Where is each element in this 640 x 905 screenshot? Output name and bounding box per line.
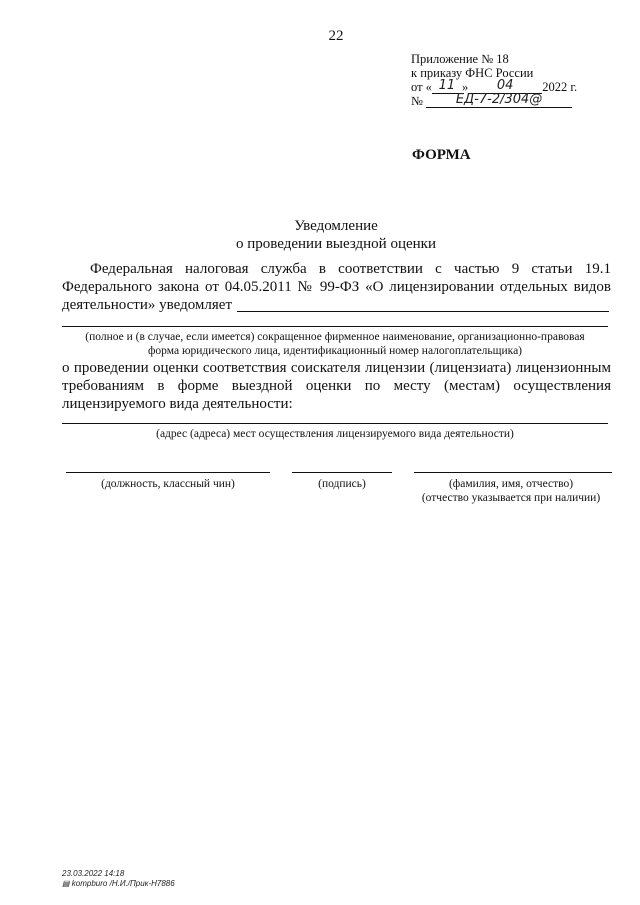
date-mid: » (461, 80, 469, 94)
org-name-line (62, 326, 608, 327)
form-label: ФОРМА (412, 147, 471, 163)
paragraph-assessment: о проведении оценки соответствия соискателя лицензии (лицензиата) лицензионным требованиям в форме выездной оценки по месту (местам) осуществления лицензируемого вида деятельности: (62, 360, 611, 412)
number-prefix: № (411, 94, 423, 108)
position-line (66, 472, 270, 473)
footer-file-ref: ▤ kompburo /Н.И./Прик-Н7886 (62, 879, 175, 888)
position-caption: (должность, классный чин) (101, 478, 235, 490)
footer-timestamp: 23.03.2022 14:18 (62, 869, 125, 878)
doc-title: Уведомление (294, 218, 378, 234)
handwritten-number: ЕД-7-2/304@ (426, 94, 572, 108)
name-caption-line1: (фамилия, имя, отчество) (448, 478, 574, 490)
date-year: 2022 г. (542, 80, 578, 94)
notify-recipient-line (237, 311, 609, 312)
name-caption (408, 477, 614, 505)
appendix-block (411, 52, 577, 108)
paragraph-1-text: Федеральная налоговая служба в соответствии с частью 9 статьи 19.1 Федерального закона от 04.05.2011 № 99-ФЗ «О лицензировании отдельных видов деятельности» уведомляет (62, 261, 611, 313)
paragraph-notification (62, 260, 611, 314)
doc-subtitle: о проведении выездной оценки (236, 236, 436, 252)
doc-icon: ▤ (62, 879, 70, 888)
handwritten-day: 11 (432, 80, 462, 94)
date-prefix: от « (411, 80, 432, 94)
org-caption (62, 330, 608, 358)
signature-line (292, 472, 392, 473)
org-caption-line1: (полное и (в случае, если имеется) сокращенное фирменное наименование, организационно-правовая (85, 331, 585, 343)
name-line (414, 472, 612, 473)
org-caption-line2: форма юридического лица, идентификационный номер налогоплательщика) (147, 345, 523, 357)
appendix-title: Приложение № 18 (411, 52, 509, 66)
handwritten-month: 04 (468, 80, 542, 94)
footer-stamp (62, 869, 175, 889)
address-line (62, 423, 608, 424)
name-caption-line2: (отчество указывается при наличии) (421, 492, 601, 504)
page-number: 22 (328, 28, 344, 44)
address-caption: (адрес (адреса) мест осуществления лицензируемого вида деятельности) (156, 428, 514, 440)
appendix-number (411, 94, 577, 108)
appendix-order-ref: к приказу ФНС России (411, 66, 534, 80)
signature-caption: (подпись) (318, 478, 366, 490)
